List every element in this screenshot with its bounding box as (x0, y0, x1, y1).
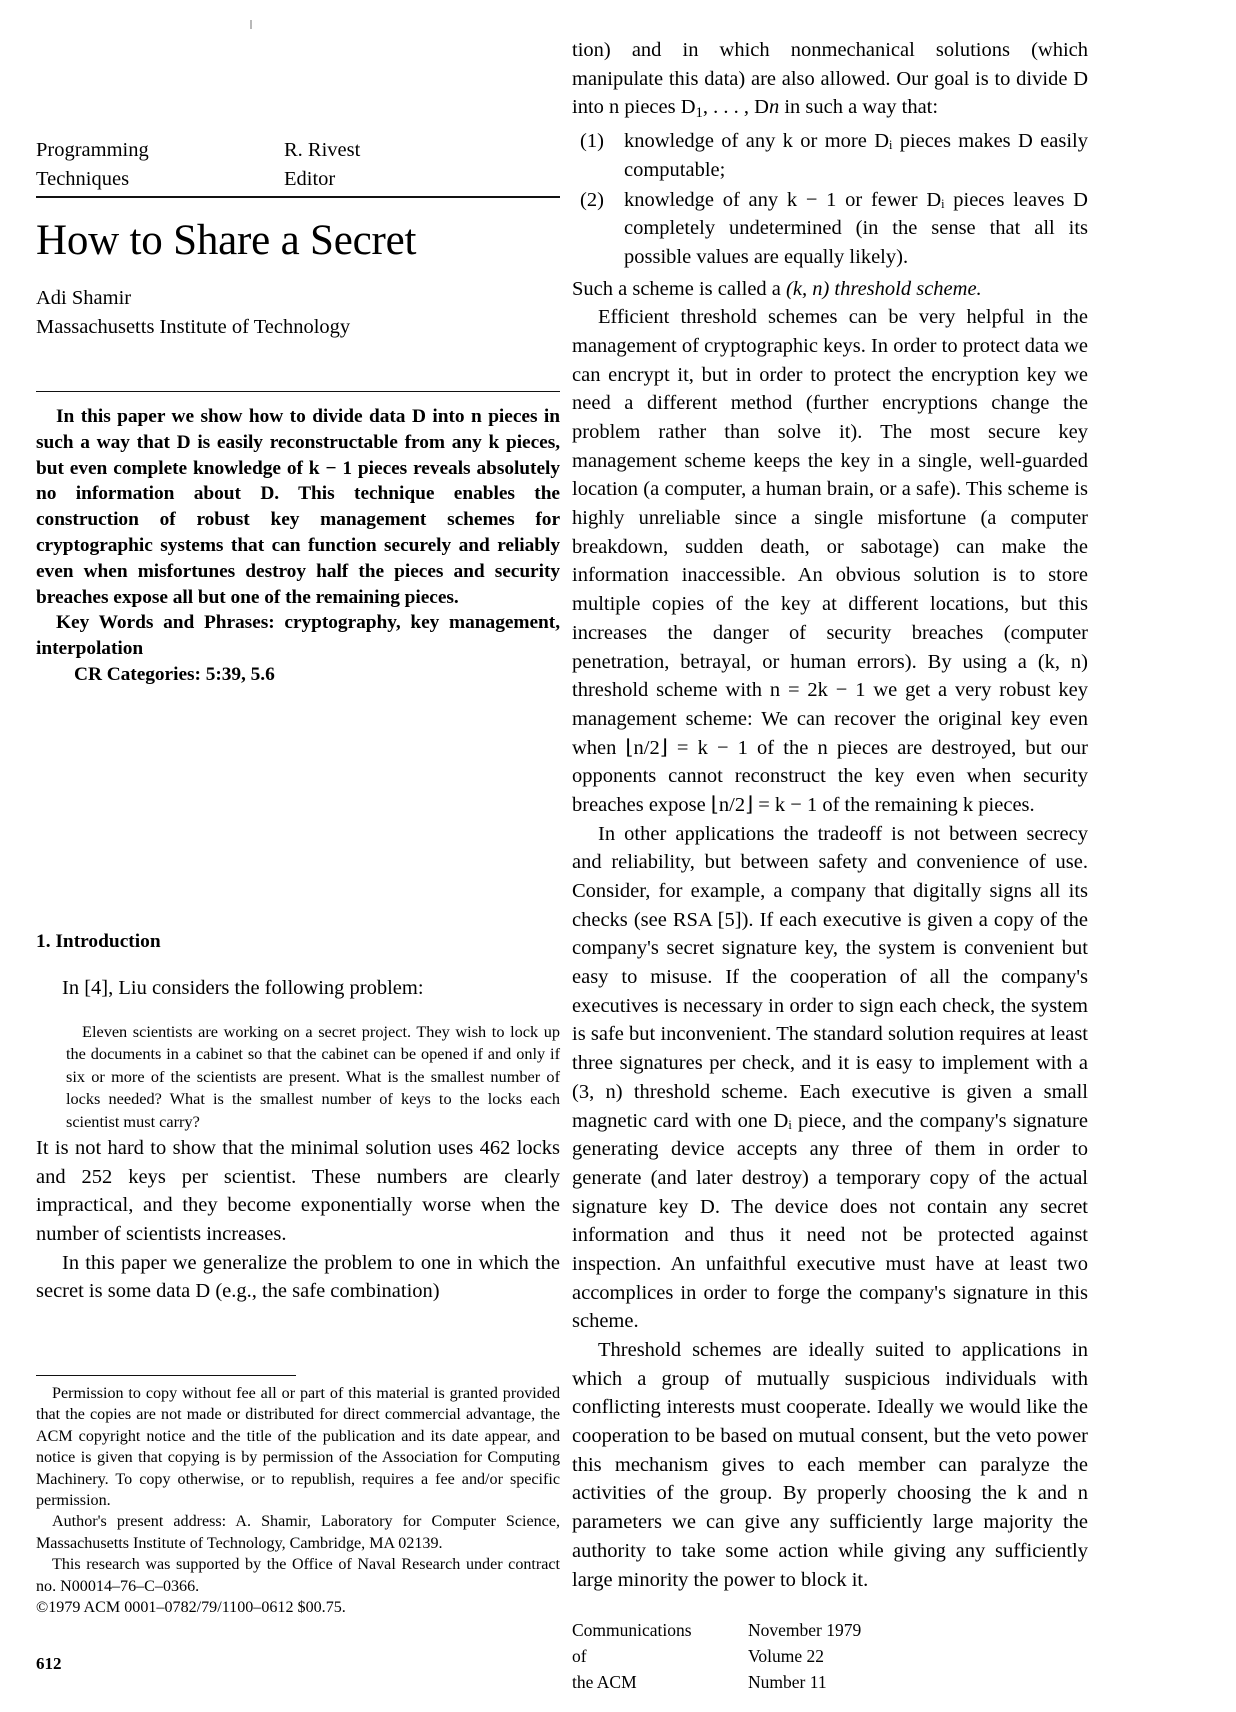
footer-issue-number: Number 11 (748, 1671, 827, 1692)
paragraph-tradeoff: In other applications the tradeoff is not between secrecy and reliability, but between safety and convenience of use. Consider, for example, a company that digitally signs all its checks (see RSA [5]). If each executive is given a copy of the company's secret signature key, the system is convenient but easy to misuse. If the cooperation of all the company's executives is necessary in order to sign each check, the system is safe but inconvenient. The standard solution requires at least three signatures per check, and it is easy to implement with a (3, n) threshold scheme. Each executive is given a small magnetic card with one Dᵢ piece, and the company's signature generating device accepts any three of them in order to generate (and later destroy) a temporary copy of the actual signature key D. The device does not contain any secret information and thus it need not be protected against inspection. An unfaithful executive must have at least two accomplices in order to forge the company's signature in this scheme. (572, 822, 1088, 1333)
list-item-marker: (2) (580, 188, 604, 211)
introduction-lead (36, 974, 560, 1003)
right-column-body (572, 36, 1088, 1594)
paragraph-continuation (572, 36, 1088, 124)
scheme-definition-lead: Such a scheme is called a (572, 277, 787, 300)
list-item (572, 186, 1088, 272)
abstract-keywords: Key Words and Phrases: cryptography, key management, interpolation (36, 612, 560, 660)
left-column (36, 36, 560, 1676)
page-number: 612 (36, 1654, 62, 1673)
page-footer (572, 1618, 1092, 1696)
abstract-cr-categories: CR Categories: 5:39, 5.6 (74, 663, 275, 685)
footer-issue (748, 1618, 968, 1696)
footer-issue-volume: Volume 22 (748, 1645, 824, 1666)
footer-journal (572, 1618, 748, 1696)
list-item-marker: (1) (580, 130, 604, 153)
footnote-copyright: ©1979 ACM 0001–0782/79/1100–0612 $00.75. (36, 1598, 346, 1616)
abstract-body: In this paper we show how to divide data D into n pieces in such a way that D is easily reconstructable from any k pieces, but even complete knowledge of k − 1 pieces reveals absolutely no information about D. This technique enables the construction of robust key management schemes for cryptographic systems that can function securely and reliably even when misfortunes destroy half the pieces and security breaches expose all but one of the remaining pieces. (36, 406, 560, 608)
footnote-rule (36, 1375, 296, 1376)
right-column (572, 36, 1088, 1676)
abstract (36, 404, 560, 688)
list-item (572, 127, 1088, 184)
footnote-author-address: Author's present address: A. Shamir, Laboratory for Computer Science, Massachusetts Institute of Technology, Cambridge, MA 02139. (36, 1513, 560, 1552)
masthead-rule (36, 196, 560, 198)
paragraph-continuation-mid: , . . . , D (702, 96, 769, 119)
masthead-category-line-2: Techniques (36, 168, 130, 191)
introduction-paragraph-generalize: In this paper we generalize the problem to one in which the secret is some data D (e.g., the safe combination) (36, 1251, 560, 1303)
masthead-category-line-1: Programming (36, 139, 149, 161)
scan-artifact (250, 20, 252, 29)
liu-problem-quote-text: Eleven scientists are working on a secret project. They wish to lock up the documents in a cabinet so that the cabinet can be opened if and only if six or more of the scientists are present. What is the smallest number of locks needed? What is the smallest number of keys to the locks each scientist must carry? (66, 1022, 560, 1131)
footnote-funding: This research was supported by the Office of Naval Research under contract no. N00014–76–C–0366. (36, 1556, 560, 1595)
subscript-one: 1 (695, 105, 703, 122)
page-title: How to Share a Secret (36, 217, 417, 264)
footer-journal-line-2: of (572, 1645, 587, 1666)
author-affiliation: Massachusetts Institute of Technology (36, 316, 351, 339)
liu-problem-quote (66, 1021, 560, 1133)
introduction-lead-text: In [4], Liu considers the following problem: (62, 977, 424, 999)
paragraph-continuation-tail: in such a way that: (779, 96, 939, 119)
masthead-editor-role: Editor (284, 168, 336, 191)
list-item-text: knowledge of any k or more Dᵢ pieces makes D easily computable; (624, 130, 1088, 181)
footnote-permission: Permission to copy without fee all or part of this material is granted provided that the copies are not made or distributed for direct commercial advantage, the ACM copyright notice and the title of the publication and its date appear, and notice is given that copying is by permission of the Association for Computing Machinery. To copy otherwise, or to republish, requires a fee and/or specific permission. (36, 1385, 560, 1509)
footnote-block (36, 1383, 560, 1618)
footer-journal-line-1: Communications (572, 1620, 692, 1640)
footer-journal-line-3: the ACM (572, 1671, 637, 1692)
threshold-conditions-list (572, 127, 1088, 271)
footer-issue-date: November 1979 (748, 1620, 862, 1640)
subscript-n: n (768, 96, 780, 119)
paragraph-continuation-head: tion) and in which nonmechanical solutions (which manipulate this data) are also allowed. Our goal is to divide D into n pieces D (572, 39, 1088, 119)
list-item-text: knowledge of any k − 1 or fewer Dᵢ pieces leaves D completely undetermined (in the sense that all its possible values are equally likely). (624, 188, 1088, 268)
author-name: Adi Shamir (36, 287, 132, 309)
paragraph-threshold-applications: Threshold schemes are ideally suited to applications in which a group of mutually suspicious individuals with conflicting interests must cooperate. Ideally we would like the cooperation to be based on mutual consent, but the veto power this mechanism gives to each member can paralyze the activities of the group. By properly choosing the k and n parameters we can give any sufficiently large majority the authority to take some action while giving any sufficiently large minority the power to block it. (572, 1339, 1088, 1591)
introduction-body (36, 1134, 560, 1306)
paragraph-scheme-definition (572, 275, 1088, 304)
section-heading-introduction: 1. Introduction (36, 931, 161, 952)
paragraph-efficient-threshold: Efficient threshold schemes can be very helpful in the management of cryptographic keys. In order to protect data we can encrypt it, but in order to protect the encryption key we need a different method (further encryptions change the problem rather than solve it). The most secure key management scheme keeps the key in a single, well-guarded location (a computer, a human brain, or a safe). This scheme is highly unreliable since a single misfortune (a computer breakdown, sudden death, or sabotage) can make the information inaccessible. An obvious solution is to store multiple copies of the key at different locations, but this increases the danger of security breaches (computer penetration, betrayal, or human errors). By using a (k, n) threshold scheme with n = 2k − 1 we get a very robust key management scheme: We can recover the original key even when ⌊n/2⌋ = k − 1 of the n pieces are destroyed, but our opponents cannot reconstruct the key even when security breaches expose ⌊n/2⌋ = k − 1 of the remaining k pieces. (572, 306, 1088, 816)
abstract-rule (36, 391, 560, 392)
byline (36, 284, 560, 342)
scheme-definition-term: (k, n) threshold scheme. (786, 277, 982, 300)
introduction-paragraph-minimal-solution: It is not hard to show that the minimal solution uses 462 locks and 252 keys per scientist. These numbers are clearly impractical, and they become exponentially worse when the number of scientists increases. (36, 1137, 560, 1246)
masthead (36, 136, 560, 198)
masthead-editor-name: R. Rivest (284, 139, 361, 161)
